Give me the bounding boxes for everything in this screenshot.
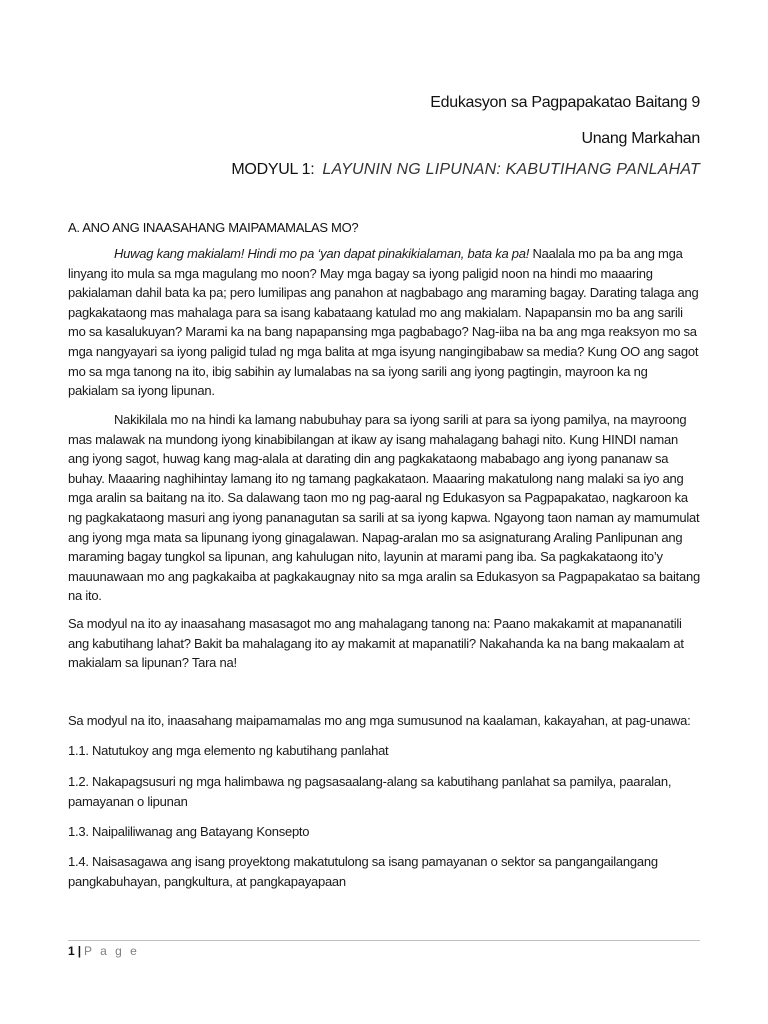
paragraph-1-text: Naalala mo pa ba ang mga linyang ito mula sa mga magulang mo noon? May mga bagay sa iyong paligid noon na hindi mo maaaring pakialaman dahil bata ka pa; pero lumilipas ang panahon at nagbabago ang maraming bagay. Darating talaga ang pagkakataong mas mahalaga para sa isang kabataang katulad mo ang makialam. Napapansin mo ba ang sarili mo sa kasalukuyan? Marami ka na bang napapansing mga pagbabago? Nag-iiba na ba ang mga reaksyon mo sa mga nangyayari sa iyong paligid tulad ng mga balita at mga isyung nangingibabaw sa media? Kung OO ang sagot mo sa mga tanong na ito, ibig sabihin ay lumalabas na sa iyong sarili ang iyong pagtingin, mayroon ka ng pakialam sa iyong lipunan.	[68, 246, 699, 399]
page-number: 1	[68, 944, 75, 958]
module-title: LAYUNIN NG LIPUNAN: KABUTIHANG PANLAHAT	[322, 161, 700, 178]
quarter-title: Unang Markahan	[581, 130, 700, 147]
objective-item: 1.1. Natutukoy ang mga elemento ng kabutihang panlahat	[68, 743, 389, 758]
paragraph-2	[68, 410, 700, 606]
objective-item: 1.4. Naisasagawa ang isang proyektong makatutulong sa isang pamayanan o sektor sa pangangailangang pangkabuhayan, pangkultura, at pangkapayapaan	[68, 854, 658, 889]
section-heading: A. ANO ANG INAASAHANG MAIPAMAMALAS MO?	[68, 220, 359, 235]
objective-item: 1.2. Nakapagsusuri ng mga halimbawa ng pagsasaalang-alang sa kabutihang panlahat sa pamilya, paaralan, pamayanan o lipunan	[68, 774, 672, 809]
page-footer	[68, 944, 139, 958]
subject-title: Edukasyon sa Pagpapakatao Baitang 9	[430, 94, 700, 111]
module-label: MODYUL 1:	[231, 161, 315, 178]
module-title-line	[231, 161, 700, 179]
objective-item: 1.3. Naipaliliwanag ang Batayang Konsepto	[68, 824, 310, 839]
paragraph-1	[68, 244, 700, 401]
paragraph-1-italic: Huwag kang makialam! Hindi mo pa ‘yan dapat pinakikialaman, bata ka pa!	[114, 246, 530, 261]
paragraph-2-text: Nakikilala mo na hindi ka lamang nabubuhay para sa iyong sarili at para sa iyong pamilya, na mayroong mas malawak na mundong iyong kinabibilangan at ikaw ay isang mahalagang bahagi nito. Kung HINDI naman ang iyong sagot, huwag kang mag-alala at darating din ang pagkakataong mababago ang iyong pananaw sa buhay. Maaaring naghihintay lamang ito ng tamang pagkakataon. Maaaring makatulong nang malaki sa iyo ang mga aralin sa baitang na ito. Sa dalawang taon mo ng pag-aaral ng Edukasyon sa Pagpapakatao, nagkaroon ka ng pagkakataong masuri ang iyong pananagutan sa sarili at sa iyong kapwa. Ngayong taon naman ay mamumulat ang iyong mga mata sa lipunang iyong ginagalawan. Napag-aralan mo sa asignaturang Araling Panlipunan ang maraming bagay tungkol sa lipunan, ang kahulugan nito, layunin at marami pang iba. Sa pagkakataong ito’y mauunawaan mo ang pagkakaiba at pagkakaugnay nito sa mga aralin sa Edukasyon sa Pagpapakatao sa baitang na ito.	[68, 412, 700, 604]
footer-divider	[68, 940, 700, 941]
document-page	[68, 0, 704, 1024]
footer-separator: |	[77, 944, 82, 958]
paragraph-3: Sa modyul na ito ay inaasahang masasagot mo ang mahalagang tanong na: Paano makakamit at mapananatili ang kabutihang lahat? Bakit ba mahalagang ito ay makamit at mapanatili? Nakahanda ka na bang makaalam at makialam sa lipunan? Tara na!	[68, 616, 684, 671]
page-word: P a g e	[84, 944, 140, 958]
objectives-intro: Sa modyul na ito, inaasahang maipamamalas mo ang mga sumusunod na kaalaman, kakayahan, at pag-unawa:	[68, 713, 691, 728]
